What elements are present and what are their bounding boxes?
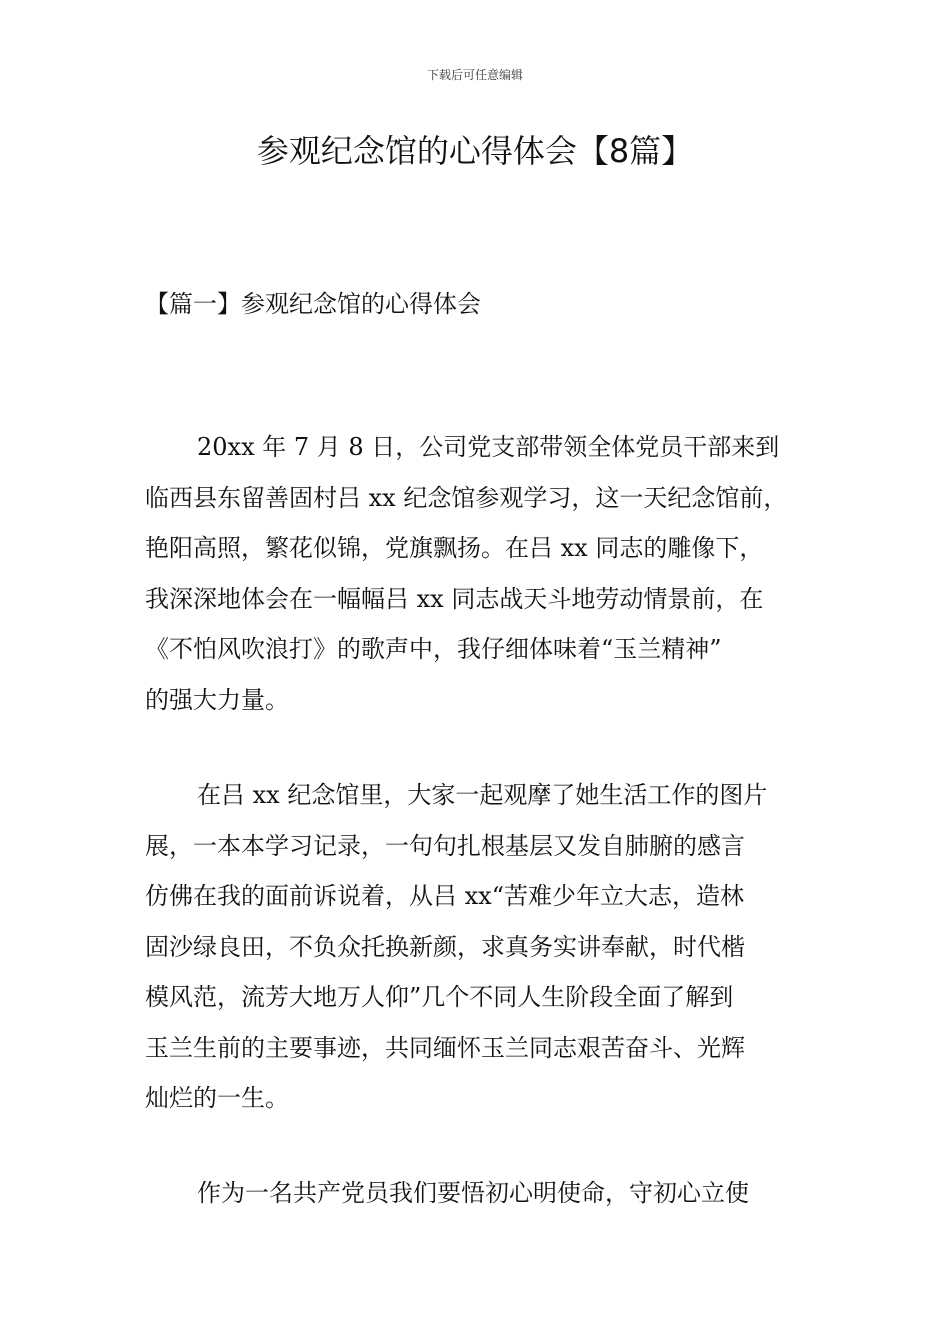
paragraph-line: 固沙绿良田，不负众托换新颜，求真务实讲奉献，时代楷 [145,932,745,961]
paragraph-line: 灿烂的一生。 [145,1084,289,1112]
paragraph-line: 作为一名共产党员我们要悟初心明使命，守初心立使 [197,1179,749,1207]
paragraph-3 [145,1168,815,1219]
section-heading: 【篇一】参观纪念馆的心得体会 [145,290,481,318]
paragraph-line: 模风范，流芳大地万人仰”几个不同人生阶段全面了解到 [145,983,734,1011]
paragraph-line: 《不怕风吹浪打》的歌声中，我仔细体味着“玉兰精神” [145,635,722,663]
paragraph-line: 临西县东留善固村吕 xx 纪念馆参观学习，这一天纪念馆前， [145,483,788,512]
paragraph-line: 我深深地体会在一幅幅吕 xx 同志战天斗地劳动情景前，在 [145,584,764,613]
paragraph-line: 玉兰生前的主要事迹，共同缅怀玉兰同志艰苦奋斗、光辉 [145,1033,745,1062]
paragraph-line: 20xx 年 7 月 8 日，公司党支部带领全体党员干部来到 [197,433,780,461]
paragraph-line: 展，一本本学习记录，一句句扎根基层又发自肺腑的感言 [145,831,745,860]
paragraph-line: 在吕 xx 纪念馆里，大家一起观摩了她生活工作的图片 [197,781,768,809]
paragraph-1 [145,422,815,725]
paragraph-line: 艳阳高照，繁花似锦，党旗飘扬。在吕 xx 同志的雕像下， [145,534,764,562]
paragraph-line: 仿佛在我的面前诉说着，从吕 xx“苦难少年立大志，造林 [145,882,744,910]
header-note: 下载后可任意编辑 [426,68,523,82]
paragraph-line: 的强大力量。 [145,685,289,714]
paragraph-2 [145,770,815,1124]
document-title: 参观纪念馆的心得体会【8篇】 [256,132,694,170]
